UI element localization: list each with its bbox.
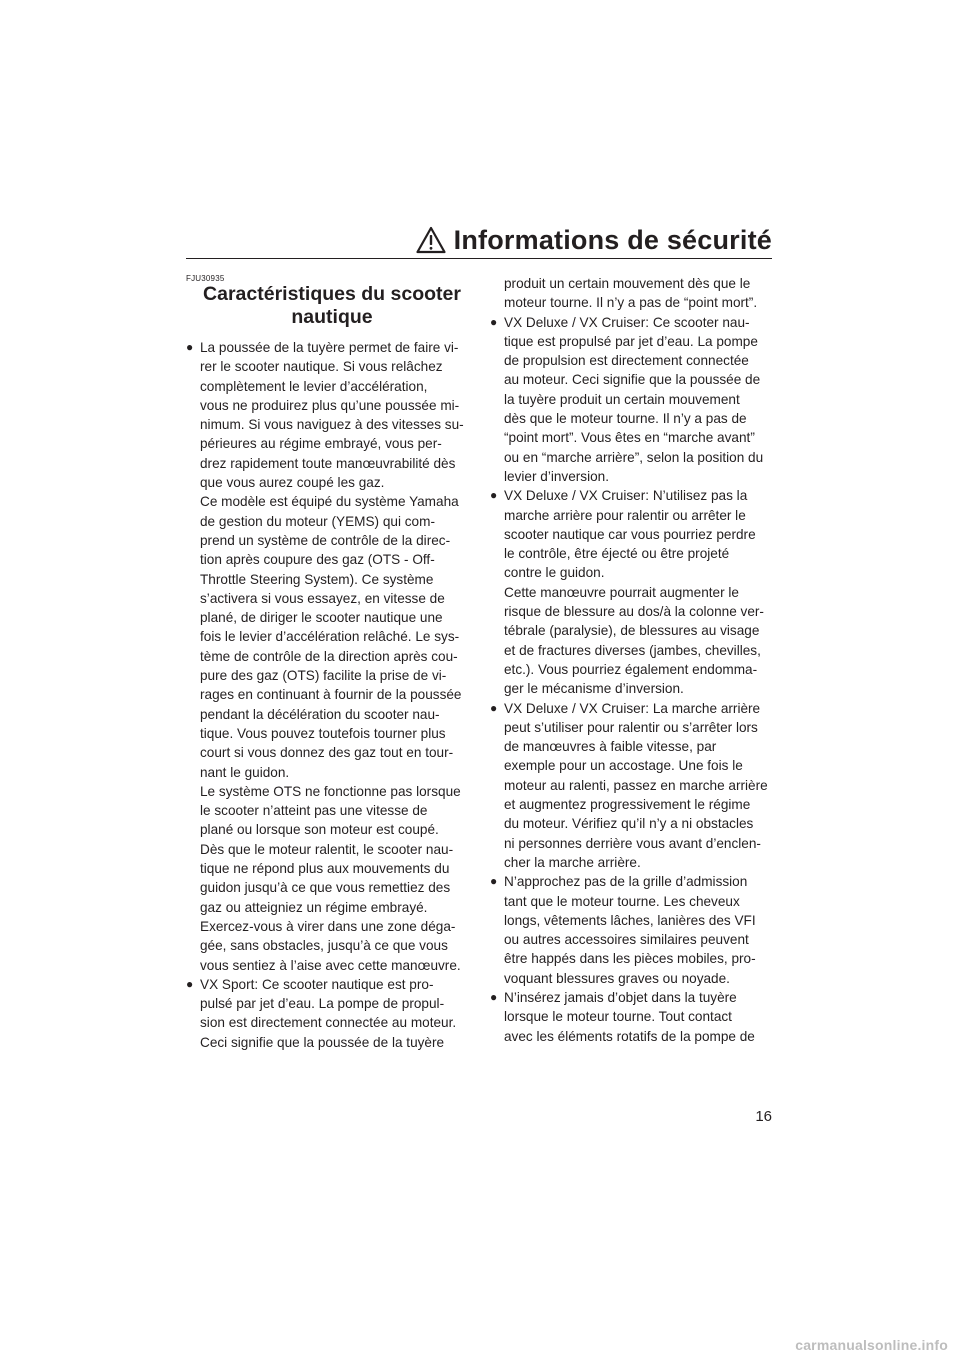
bullet-item: [490, 699, 772, 873]
bullet-item: [490, 872, 772, 988]
bullet-item: [490, 988, 772, 1046]
bullet-dot-icon: ●: [490, 874, 498, 889]
bullet-paragraph: VX Deluxe / VX Cruiser: N’utilisez pas la marche arrière pour ralentir ou arrêter le scooter nautique car vous pourriez perdre le contrôle, être éjecté ou être projeté contre le guidon.: [504, 488, 756, 581]
left-column: [186, 274, 468, 1052]
bullet-paragraph: VX Deluxe / VX Cruiser: La marche arrière peut s’utiliser pour ralentir ou s’arrêter lors de manœuvres à faible vitesse, par exemple pour un accostage. Une fois le moteur au ralenti, passez en marche arrière et augmentez progressivement le régime du moteur. Vérifiez qu’il n’y a ni obstacles ni personnes derrière vous avant d’enclen- cher la marche arrière.: [504, 700, 768, 870]
page-header: [186, 224, 772, 259]
bullet-paragraph: N’insérez jamais d’objet dans la tuyère lorsque le moteur tourne. Tout contact avec les éléments rotatifs de la pompe de: [504, 989, 755, 1044]
watermark: carmanualsonline.info: [795, 1337, 948, 1353]
bullet-item: [490, 313, 772, 487]
bullet-paragraph: Cette manœuvre pourrait augmenter le risque de blessure au dos/à la colonne ver- tébrale (paralysie), de blessures au visage et de fractures diverses (jambes, chevilles, etc.). Vous pourriez également endomma- ger le mécanisme d’inversion.: [504, 584, 764, 697]
bullet-paragraph: Le système OTS ne fonctionne pas lorsque le scooter n’atteint pas une vitesse de plané ou lorsque son moteur est coupé. Dès que le moteur ralentit, le scooter nau- tique ne répond plus aux mouvements du guidon jusqu’à ce que vous remettiez des gaz ou atteigniez un régime embrayé.: [200, 783, 461, 915]
bullet-paragraph: VX Deluxe / VX Cruiser: Ce scooter nau- tique est propulsé par jet d’eau. La pompe de propulsion est directement connectée au moteur. Ceci signifie que la poussée de la tuyère produit un certain mouvement dès que le moteur tourne. Il n’y a pas de “point mort”. Vous êtes en “marche avant” ou en “marche arrière”, selon la position du levier d’inversion.: [504, 314, 764, 484]
left-bullet-list: [186, 338, 468, 1052]
bullet-item: [186, 338, 468, 975]
bullet-dot-icon: ●: [490, 700, 498, 715]
bullet-dot-icon: ●: [186, 976, 194, 991]
page-number: 16: [755, 1108, 772, 1125]
page-header-inner: [416, 224, 772, 256]
bullet-item: [490, 486, 772, 698]
right-bullet-list: [490, 313, 772, 1046]
section-title-line2: nautique: [291, 306, 373, 328]
warning-triangle-icon: [416, 226, 446, 254]
right-column: [490, 274, 772, 1046]
page-header-title: Informations de sécurité: [453, 224, 772, 255]
bullet-dot-icon: ●: [490, 314, 498, 329]
bullet-dot-icon: ●: [490, 989, 498, 1004]
bullet-paragraph: Exercez-vous à virer dans une zone déga- gée, sans obstacles, jusqu’à ce que vous vous sentiez à l’aise avec cette manœuvre.: [200, 918, 461, 973]
bullet-paragraph: Ce modèle est équipé du système Yamaha de gestion du moteur (YEMS) qui com- prend un système de contrôle de la direc- tion après coupure des gaz (OTS - Off- Throttle Steering System). Ce système s’activera si vous essayez, en vitesse de plané, de diriger le scooter nautique une fois le levier d’accélération relâché. Le sys- tème de contrôle de la direction après cou- pure des gaz (OTS) facilite la prise de vi- rages en continuant à fournir de la poussée pendant la décélération du scooter nau- tique. Vous pouvez toutefois tourner plus court si vous donnez des gaz tout en tour- nant le guidon.: [200, 494, 462, 780]
bullet-paragraph: N’approchez pas de la grille d’admission tant que le moteur tourne. Les cheveux longs, vêtements lâches, lanières des VFI ou autres accessoires similaires peuvent être happés dans les pièces mobiles, pro- voquant blessures graves ou noyade.: [504, 874, 756, 986]
continued-paragraph: produit un certain mouvement dès que le moteur tourne. Il n’y a pas de “point mort”.: [504, 276, 758, 311]
section-title: [186, 283, 468, 329]
bullet-paragraph: VX Sport: Ce scooter nautique est pro- pulsé par jet d’eau. La pompe de propul- sion est directement connectée au moteur. Ceci signifie que la poussée de la tuyère: [200, 976, 457, 1050]
bullet-paragraph: La poussée de la tuyère permet de faire vi- rer le scooter nautique. Si vous relâchez complètement le levier d’accélération, vous ne produirez plus qu’une poussée mi- nimum. Si vous naviguez à des vitesses su- périeures au régime embrayé, vous per- drez rapidement toute manœuvrabilité dès que vous aurez coupé les gaz.: [200, 340, 464, 491]
bullet-dot-icon: ●: [186, 340, 194, 354]
bullet-item: [186, 975, 468, 1052]
bullet-dot-icon: ●: [490, 488, 498, 503]
section-title-line1: Caractéristiques du scooter: [203, 283, 461, 305]
section-code: FJU30935: [186, 274, 225, 283]
